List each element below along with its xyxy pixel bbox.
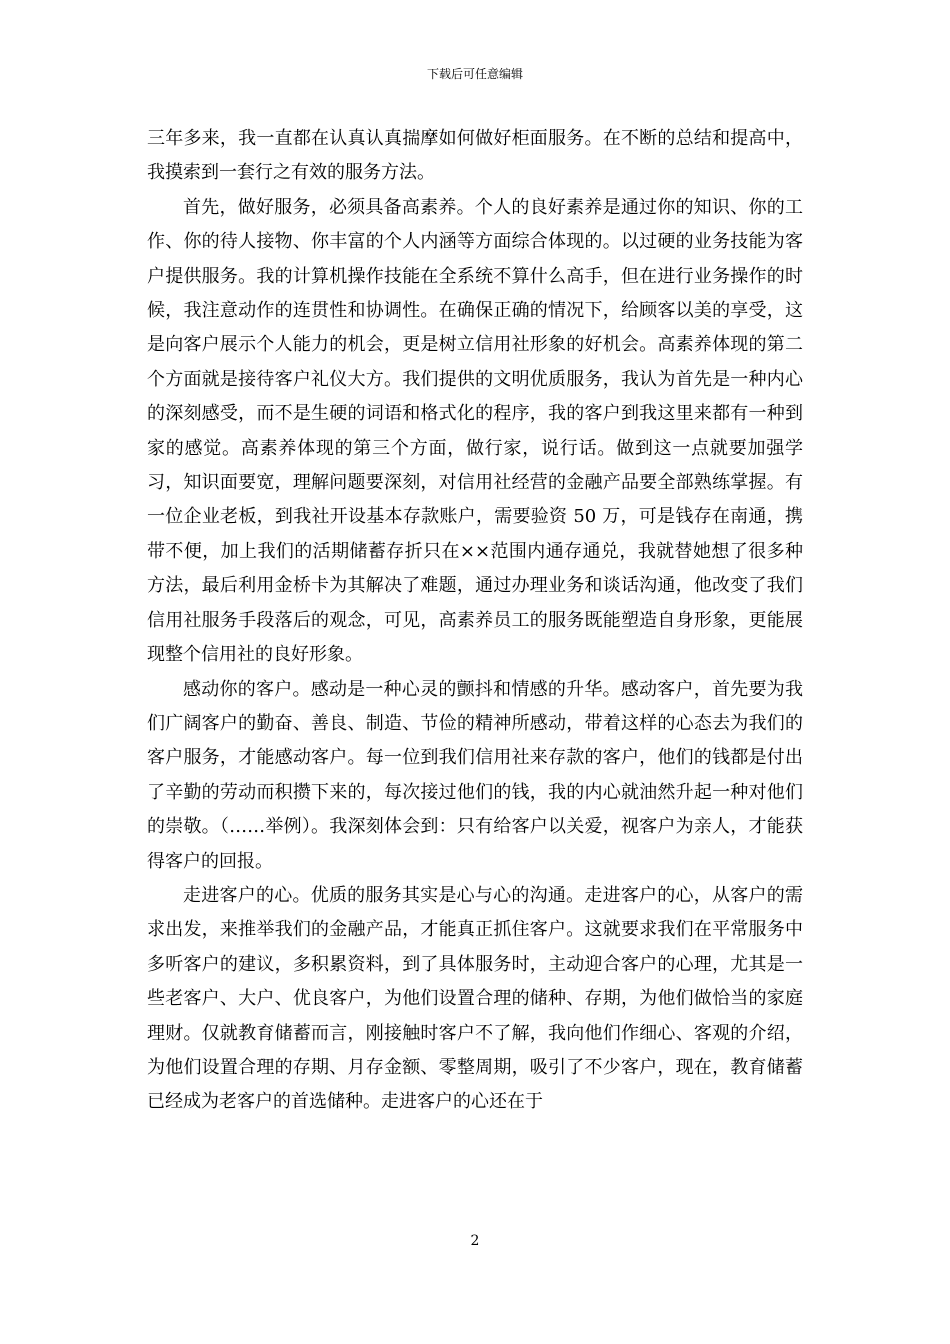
page-header: 下载后可任意编辑 bbox=[426, 67, 523, 81]
paragraph-intro: 三年多来，我一直都在认真认真揣摩如何做好柜面服务。在不断的总结和提高中，我摸索到一套行之有效的服务方法。 bbox=[147, 128, 803, 184]
paragraph-high-quality: 首先，做好服务，必须具备高素养。个人的良好素养是通过你的知识、你的工作、你的待人接物、你丰富的个人内涵等方面综合体现的。以过硬的业务技能为客户提供服务。我的计算机操作技能在全系统不算什么高手，但在进行业务操作的时候，我注意动作的连贯性和协调性。在确保正确的情况下，给顾客以美的享受，这是向客户展示个人能力的机会，更是树立信用社形象的好机会。高素养体现的第二个方面就是接待客户礼仪大方。我们提供的文明优质服务，我认为首先是一种内心的深刻感受，而不是生硬的词语和格式化的程序，我的客户到我这里来都有一种到家的感觉。高素养体现的第三个方面，做行家，说行话。做到这一点就要加强学习，知识面要宽，理解问题要深刻，对信用社经营的金融产品要全部熟练掌握。有一位企业老板，到我社开设基本存款账户，需要验资 50 万，可是钱存在南通，携带不便，加上我们的活期储蓄存折只在××范围内通存通兑，我就替她想了很多种方法，最后利用金桥卡为其解决了难题，通过办理业务和谈话沟通，他改变了我们信用社服务手段落后的观念，可见，高素养员工的服务既能塑造自身形象，更能展现整个信用社的良好形象。 bbox=[147, 196, 803, 666]
page-number: 2 bbox=[470, 1233, 480, 1249]
document-body bbox=[147, 122, 803, 1120]
paragraph-touch-customer: 感动你的客户。感动是一种心灵的颤抖和情感的升华。感动客户，首先要为我们广阔客户的勤奋、善良、制造、节俭的精神所感动，带着这样的心态去为我们的客户服务，才能感动客户。每一位到我们信用社来存款的客户，他们的钱都是付出了辛勤的劳动而积攒下来的，每次接过他们的钱，我的内心就油然升起一种对他们的崇敬。（……举例）。我深刻体会到：只有给客户以关爱，视客户为亲人，才能获得客户的回报。 bbox=[147, 678, 803, 872]
paragraph-enter-heart: 走进客户的心。优质的服务其实是心与心的沟通。走进客户的心，从客户的需求出发，来推举我们的金融产品，才能真正抓住客户。这就要求我们在平常服务中多听客户的建议，多积累资料，到了具体服务时，主动迎合客户的心理，尤其是一些老客户、大户、优良客户，为他们设置合理的储种、存期，为他们做恰当的家庭理财。仅就教育储蓄而言，刚接触时客户不了解，我向他们作细心、客观的介绍，为他们设置合理的存期、月存金额、零整周期，吸引了不少客户，现在，教育储蓄已经成为老客户的首选储种。走进客户的心还在于 bbox=[147, 884, 803, 1113]
